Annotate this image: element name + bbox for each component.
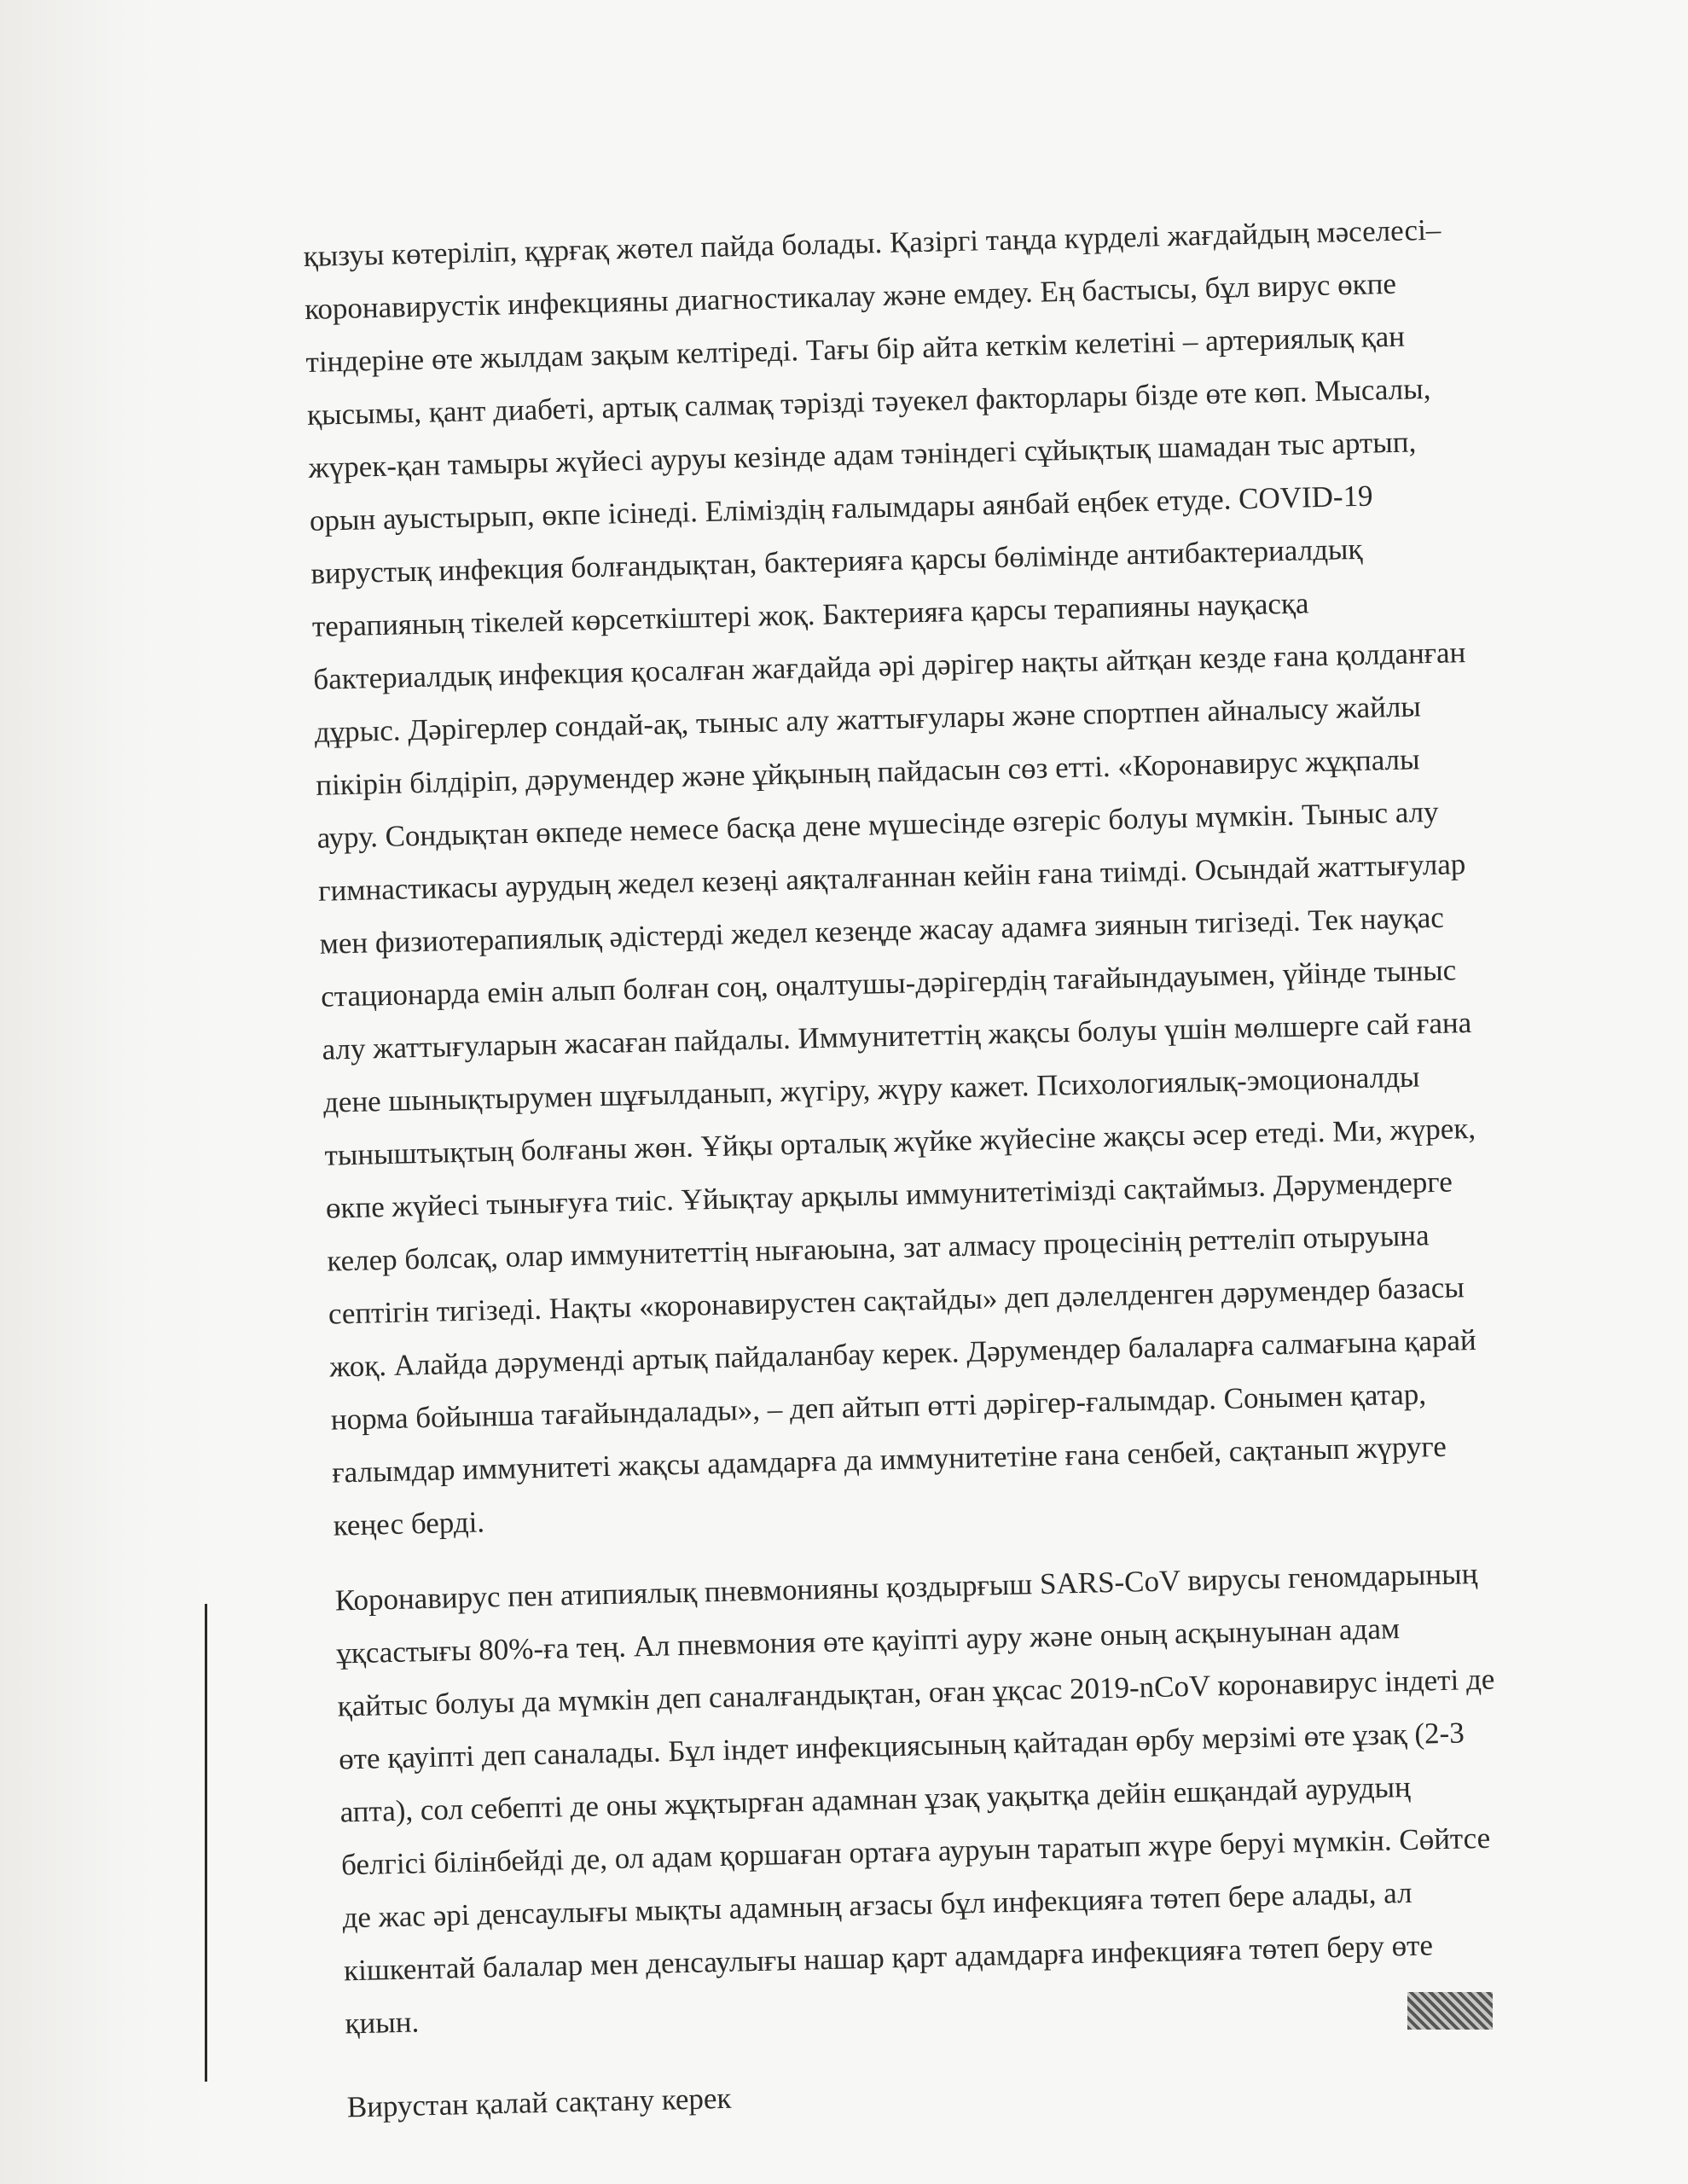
text-line: алу жаттығуларын жасаған пайдалы. Иммунитеттің жақсы болуы үшін мөлшерге сай ғана (322, 1005, 1472, 1066)
text-line: қысымы, қант диабеті, артық салмақ тәрізді тәуекел факторлары бізде өте көп. Мысалы, (306, 371, 1431, 432)
text-line: кішкентай балалар мен денсаулығы нашар қарт адамдарға инфекцияға төтеп беру өте (343, 1928, 1434, 1988)
text-line: тыныштықтың болғаны жөн. Ұйқы орталық жүйке жүйесіне жақсы әсер етеді. Ми, жүрек, (324, 1111, 1476, 1172)
text-line: қайтыс болуы да мүмкін деп саналғандықтан, оған ұқсас 2019-nCoV коронавирус індеті де (337, 1662, 1495, 1723)
text-line: септігін тигізеді. Нақты «коронавирустен сақтайды» деп дәлелденген дәрумендер базасы (328, 1270, 1465, 1331)
text-line: апта), сол себепті де оны жұқтырған адамнан ұзақ уақытқа дейін ешқандай аурудың (339, 1769, 1412, 1829)
text-line: норма бойынша тағайындалады», – деп айтып өтті дәрігер-ғалымдар. Сонымен қатар, (330, 1377, 1427, 1437)
paragraph-1 (303, 205, 1477, 1553)
text-line: тіндеріне өте жылдам зақым келтіреді. Тағы бір айта кеткім келетіні – артериялық қан (305, 319, 1406, 379)
text-line: ауру. Сондықтан өкпеде немесе басқа дене мүшесінде өзгеріс болуы мүмкін. Тыныс алу (316, 794, 1439, 855)
text-line: вирустық инфекция болғандықтан, бактерияға қарсы бөлімінде антибактериалдық (310, 531, 1363, 590)
scan-shadow (0, 0, 213, 2184)
text-line: жүрек-қан тамыры жүйесі ауруы кезінде адам тәніндегі сұйықтық шамадан тыс артып, (308, 425, 1417, 485)
text-line: жоқ. Алайда дәруменді артық пайдаланбау керек. Дәрумендер балаларға салмағына қарай (328, 1322, 1477, 1384)
text-line: Коронавирус пен атипиялық пневмонияны қоздырғыш SARS-CoV вирусы геномдарының (334, 1556, 1478, 1618)
text-line: ғалымдар иммунитеті жақсы адамдарға да иммунитетіне ғана сенбей, сақтанып жүруге (331, 1429, 1447, 1490)
page-corner-mark (1407, 1992, 1493, 2030)
text-line: дене шынықтырумен шұғылданып, жүгіру, жүру кажет. Психологиялық-эмоционалды (322, 1060, 1420, 1119)
text-line: ұқсастығы 80%-ға тең. Ал пневмония өте қауіпті ауру және оның асқынуынан адам (335, 1612, 1401, 1670)
text-line: орын ауыстырып, өкпе ісінеді. Еліміздің ғалымдары аянбай еңбек етуде. COVID-19 (309, 479, 1373, 537)
text-line: бактериалдық инфекция қосалған жағдайда әрі дәрігер нақты айтқан кезде ғана қолданған (312, 636, 1466, 696)
text-line: өте қауіпті деп саналады. Бұл індет инфекциясының қайтадан өрбу мерзімі өте ұзақ (2-3 (338, 1716, 1465, 1776)
text-line: өкпе жүйесі тынығуға тиіс. Ұйықтау арқылы иммунитетімізді сақтаймыз. Дәрумендерге (325, 1165, 1453, 1225)
text-line: стационарда емін алып болған соң, оңалтушы-дәрігердің тағайындауымен, үйінде тыныс (320, 953, 1457, 1014)
text-line: келер болсақ, олар иммунитеттің нығаюына, зат алмасу процесінің реттеліп отыруына (327, 1218, 1430, 1278)
text-line: дұрыс. Дәрігерлер сондай-ақ, тыныс алу жаттығулары және спортпен айналысу жайлы (314, 689, 1422, 749)
text-line: қиын. (345, 2005, 420, 2041)
text-line: пікірін білдіріп, дәрумендер және ұйқының пайдасын сөз етті. «Коронавирус жұқпалы (315, 742, 1420, 802)
text-line: мен физиотерапиялық әдістерді жедел кезеңде жасау адамға зиянын тигізеді. Тек науқас (319, 900, 1445, 961)
document-page (303, 205, 1495, 2135)
scan-edge-line (205, 1604, 207, 2082)
text-line: коронавирустік инфекцияны диагностикалау және емдеу. Ең бастысы, бұл вирус өкпе (304, 266, 1397, 326)
text-line: белгісі білінбейді де, ол адам қоршаған ортаға ауруын таратып жүре беруі мүмкін. Сөйтсе (340, 1821, 1491, 1882)
text-line: кеңес берді. (333, 1505, 485, 1542)
text-line: терапияның тікелей көрсеткіштері жоқ. Бактерияға қарсы терапияны науқасқа (311, 586, 1309, 643)
text-line: гимнастикасы аурудың жедел кезеңі аяқталғаннан кейін ғана тиімді. Осындай жаттығулар (317, 847, 1466, 908)
paragraph-2 (334, 1548, 1495, 2050)
section-heading: Вирустан қалай сақтану керек (346, 2081, 732, 2124)
text-line: қызуы көтеріліп, құрғақ жөтел пайда болады. Қазіргі таңда күрделі жағдайдың мәселесі– (303, 212, 1441, 273)
text-line: де жас әрі денсаулығы мықты адамның ағзасы бұл инфекцияға төтеп бере алады, ал (342, 1875, 1412, 1935)
